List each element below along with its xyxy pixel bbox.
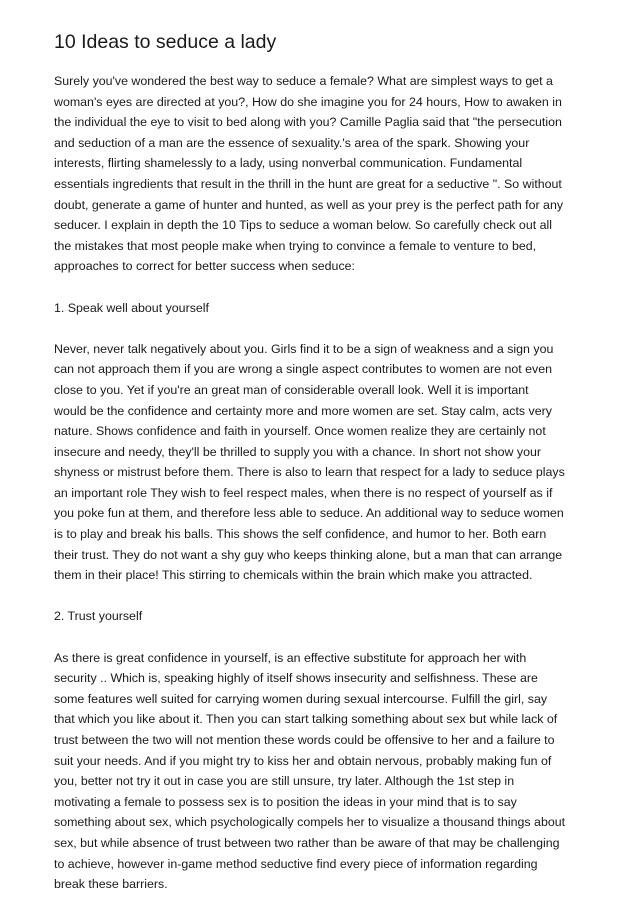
paragraph-line: some features well suited for carrying women during sexual intercourse. Fulfill the girl, say [54,691,548,706]
intro-paragraph [54,71,599,277]
paragraph-line: nature. Shows confidence and faith in yourself. Once women realize they are certainly not [54,424,546,439]
paragraph-line: Surely you've wondered the best way to seduce a female? What are simplest ways to get a [54,74,553,88]
paragraph-line: essentials ingredients that result in the thrill in the hunt are great for a seductive ". So without [54,176,562,191]
paragraph-line: that which you like about it. Then you can start talking something about sex but while lack of [54,712,558,727]
paragraph-line: break these barriers. [54,877,168,892]
paragraph-line: As there is great confidence in yourself, is an effective substitute for approach her with [54,650,527,665]
paragraph-line: sex, but while absence of trust between two rather than be aware of that may be challenging [54,835,560,850]
paragraph-line: them in their place! This stirring to chemicals within the brain which make you attracted. [54,568,533,583]
paragraph-line: doubt, generate a game of hunter and hunted, as well as your prey is the perfect path for any [54,197,564,212]
paragraph-line: close to you. Yet if you're an great man of considerable overall look. Well it is important [54,382,529,397]
section-paragraph-speak-well [54,339,599,586]
paragraph-line: seducer. I explain in depth the 10 Tips to seduce a woman below. So carefully check out all [54,218,552,233]
document-page [54,30,599,915]
paragraph-line: approaches to correct for better success when seduce: [54,259,355,274]
paragraph-line: Never, never talk negatively about you. Girls find it to be a sign of weakness and a sign you [54,341,554,356]
document-title: 10 Ideas to seduce a lady [54,31,277,53]
paragraph-line: the mistakes that most people make when trying to convince a female to venture to bed, [54,238,537,253]
paragraph-line: interests, flirting shamelessly to a lady, using nonverbal communication. Fundamental [54,156,523,171]
paragraph-line: their trust. They do not want a shy guy who keeps thinking alone, but a man that can arrange [54,547,563,562]
paragraph-line: is to play and break his balls. This shows the self confidence, and humor to her. Both earn [54,527,547,542]
paragraph-line: and seduction of a man are the essence of sexuality.'s area of the spark. Showing your [54,135,530,150]
paragraph-line: to achieve, however in-game method seductive find every piece of information regarding [54,856,538,871]
paragraph-line: would be the confidence and certainty more and more women are set. Stay calm, acts very [54,403,552,418]
section-heading-speak-well: 1. Speak well about yourself [54,300,209,315]
paragraph-line: can not approach them if you are wrong a single aspect contributes to women are not even [54,362,552,377]
paragraph-line: you poke fun at them, and therefore less able to seduce. An additional way to seduce women [54,506,564,521]
section-heading-trust-yourself: 2. Trust yourself [54,609,143,624]
paragraph-line: the individual the eye to visit to bed along with you? Camille Paglia said that "the persecution [54,115,562,130]
paragraph-line: motivating a female to possess sex is to position the ideas in your mind that is to say [54,794,517,809]
paragraph-line: security .. Which is, speaking highly of itself shows insecurity and selfishness. These are [54,671,538,686]
section-paragraph-trust-yourself [54,648,599,895]
paragraph-line: woman's eyes are directed at you?, How do she imagine you for 24 hours, How to awaken in [54,94,562,109]
paragraph-line: something about sex, which psychologically compels her to visualize a thousand things about [54,815,566,830]
paragraph-line: an important role They wish to feel respect males, when there is no respect of yourself as if [54,485,553,500]
paragraph-line: trust between the two will not mention these words could be offensive to her and a failure to [54,733,555,747]
paragraph-line: suit your needs. And if you might try to kiss her and obtain nervous, probably making fun of [54,753,552,768]
paragraph-line: insecure and needy, they'll be thrilled to supply you with a chance. In short not show your [54,444,542,459]
paragraph-line: you, better not try it out in case you are still unsure, try later. Although the 1st step in [54,774,515,789]
paragraph-line: shyness or mistrust before them. There is also to learn that respect for a lady to seduce plays [54,465,565,480]
